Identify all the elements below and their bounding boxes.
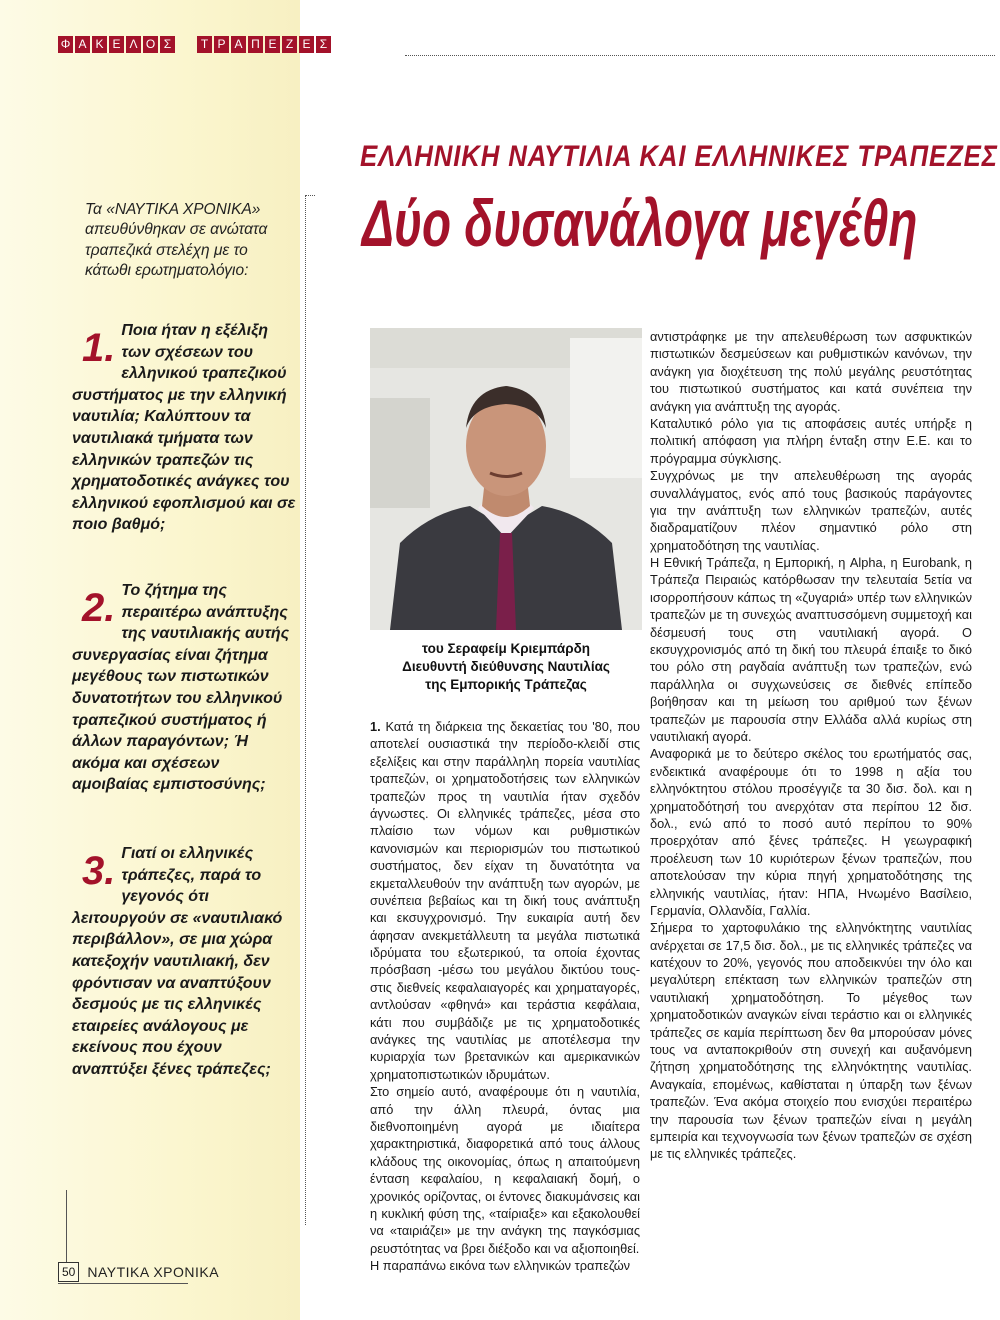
column-divider — [305, 195, 306, 1225]
tag-letter: Σ — [160, 36, 175, 53]
tag-letter: Σ — [316, 36, 331, 53]
tag-letter: Α — [75, 36, 90, 53]
caption-bank: της Εμπορικής Τράπεζας — [425, 677, 587, 693]
section-tags — [58, 36, 331, 53]
portrait-illustration — [370, 328, 642, 630]
tag-letter: Ρ — [214, 36, 229, 53]
tag-letter: Ε — [299, 36, 314, 53]
article-paragraph — [370, 718, 640, 1083]
sidebar-intro: Τα «ΝΑΥΤΙΚΑ ΧΡΟΝΙΚΑ» απευθύνθηκαν σε ανώτατα τραπεζικά στελέχη με το κάτωθι ερωτηματολόγιο: — [85, 201, 268, 280]
article-paragraph: Σήμερα το χαρτοφυλάκιο της ελληνόκτητης ναυτιλίας ανέρχεται σε 17,5 δισ. δολ., με τις ελληνικές τράπεζες να κατέχουν το 20%, γεγονός που αποδεικνύει την όλο και μεγαλύτερη επέκταση των ελληνικών τραπεζών στη ναυτιλιακή χρηματοδότηση. Το μέγεθος των χρηματοδοτικών αναγκών είναι τεράστιο και οι ελληνικές τράπεζες σε καμία περίπτωση δεν θα μπορούσαν μόνες τους να ανταποκριθούν στη συνεχή και αυξανόμενη ζήτηση χρηματοδότησης της ελληνόκτητης ναυτιλίας. Αναγκαία, επομένως, καθίσταται η ύπαρξη των ξένων τραπεζών. Ένα ακόμα στοιχείο που ενισχύει περαιτέρω την παρουσία των ξένων τραπεζών είναι η μεγάλη εμπειρία και τεχνογνωσία των ξένων τραπεζών σε σχέση με τις ελληνικές τράπεζες. — [650, 920, 972, 1162]
article-title: Δύο δυσανάλογα μεγέθη — [362, 186, 918, 260]
tag-letter: Τ — [197, 36, 212, 53]
question-number: 1. — [82, 326, 116, 370]
tag-letter: Κ — [92, 36, 107, 53]
footer-rule — [58, 1283, 188, 1284]
question-1 — [72, 320, 300, 536]
article-paragraph: αντιστράφηκε με την απελευθέρωση των ασφυκτικών πιστωτικών δεσμεύσεων και ρυθμιστικών κανόνων, την ανάγκη για διοχέτευση της πολύ μεγάλης ρευστότητας του πιστωτικού συστήματος και κατά συνέπεια την ανάγκη για ανάπτυξη της αγοράς. — [650, 329, 972, 414]
article-paragraph: Συγχρόνως με την απελευθέρωση της αγοράς συναλλάγματος, ενός από τους βασικούς παράγοντες για την ανάπτυξη των ελληνικών τραπεζών, αυτές διαδραματίζουν πλέον σημαντικό ρόλο στη χρηματοδότηση της ναυτιλίας. — [650, 468, 972, 553]
article-column-right — [650, 328, 972, 1163]
author-portrait — [370, 328, 642, 630]
answer-number: 1. — [370, 719, 381, 734]
question-text: Ποια ήταν η εξέλιξη των σχέσεων του ελληνικού τραπεζικού συστήματος με την ελληνική ναυτιλία; Καλύπτουν τα ναυτιλιακά τμήματα των ελληνικών τραπεζών τις χρηματοδοτικές ανάγκες του ελληνικού εφοπλισμού και σε ποιο βαθμό; — [72, 322, 296, 534]
caption-role: Διευθυντή διεύθυνσης Ναυτιλίας — [402, 659, 610, 675]
question-text: Γιατί οι ελληνικές τράπεζες, παρά το γεγονός ότι λειτουργούν σε «ναυτιλιακό περιβάλλον», σε μια χώρα κατεξοχήν ναυτιλιακή, δεν φρόντισαν να αναπτύξουν δεσμούς με τις ελληνικές εταιρείες ανάλογους με εκείνους που έχουν αναπτύξει ξένες τράπεζες; — [72, 845, 283, 1078]
tag-letter: Φ — [58, 36, 73, 53]
page-number: 50 — [58, 1262, 79, 1282]
article-column-left — [370, 718, 640, 1275]
publication-name: ΝΑΥΤΙΚΑ ΧΡΟΝΙΚΑ — [87, 1264, 220, 1280]
question-number: 3. — [82, 849, 116, 893]
tag-letter: Ζ — [282, 36, 297, 53]
article-kicker: ΕΛΛΗΝΙΚΗ ΝΑΥΤΙΛΙΑ ΚΑΙ ΕΛΛΗΝΙΚΕΣ ΤΡΑΠΕΖΕΣ — [360, 140, 998, 173]
question-number: 2. — [82, 586, 116, 630]
article-paragraph: Αναφορικά με το δεύτερο σκέλος του ερωτήματός σας, ενδεικτικά αναφέρουμε ότι το 1998 η αξία του ελληνόκτητου στόλου προσέγγιζε τα 30 δισ. δολ. και η χρηματοδότησή του ανερχόταν στα περίπου 12 δισ. δολ., ενώ από το ποσό αυτό περίπου το 90% προερχόταν από ξένες τράπεζες. Η γεωγραφική προέλευση των 10 κυριότερων ξένων τραπεζών, που αποτελούσαν την κύρια πηγή χρηματοδότησης της ελληνικής ναυτιλίας, ήταν: ΗΠΑ, Ηνωμένο Βασίλειο, Γερμανία, Ολλανδία, Γαλλία. — [650, 746, 972, 918]
tag-letter: Λ — [126, 36, 141, 53]
caption-author: του Σεραφείμ Κριεμπάρδη — [421, 641, 591, 656]
question-3 — [72, 843, 300, 1081]
tag-letter: Ο — [143, 36, 158, 53]
article-paragraph: Καταλυτικό ρόλο για τις αποφάσεις αυτές υπήρξε η πολιτική απόφαση για πλήρη ένταξη στην Ε.Ε. και το πρόγραμμα σύγκλισης. — [650, 415, 972, 466]
section-tag-folder — [58, 36, 175, 53]
tag-letter: Ε — [109, 36, 124, 53]
header-dotted-rule — [405, 55, 995, 56]
article-paragraph: Η παραπάνω εικόνα των ελληνικών τραπεζών — [370, 1258, 631, 1274]
article-paragraph: Η Εθνική Τράπεζα, η Εμπορική, η Alpha, η Eurobank, η Τράπεζα Πειραιώς κατόρθωσαν την τελευταία 5ετία να ισορροπήσουν κάπως τη «ζυγαριά» υπέρ των ελληνικών τραπεζών με τη συνεχώς αναπτυσσόμενη συμμετοχή και δέσμευσή τους στη ναυτιλιακή αγορά. Ο εκσυγχρονισμός από τη δική του πλευρά έπαιξε το δικό του ρόλο στη ραγδαία ανάπτυξη των τραπεζών, ενώ παράλληλα οι συγχωνεύσεις σε διεθνές επίπεδο βοήθησαν και τη μείωση του αριθμού των ξένων τραπεζών με παρουσία στην Ελλάδα αλλά κυρίως στη ναυτιλιακή αγορά. — [650, 555, 972, 744]
photo-caption — [370, 640, 642, 694]
tag-letter: Π — [248, 36, 263, 53]
article-paragraph: Στο σημείο αυτό, αναφέρουμε ότι η ναυτιλία, από την άλλη πλευρά, όντας μια διεθνοποιημένη αγορά με ιδιαίτερα χαρακτηριστικά, διαφορετικά από τους άλλους κλάδους της οικονομίας, όπως η απαιτούμενη ένταση κεφαλαίου, η κεφαλαιακή δομή, ο χρονικός ορίζοντας, οι έντονες διακυμάνσεις και η κυκλική φύση της, «ταίριαξε» και εξακολουθεί να «ταιριάζει» με την ανάγκη της παγκόσμιας ρευστότητας να βρει διέξοδο και να αξιοποιηθεί. — [370, 1084, 640, 1256]
page-footer — [58, 1262, 219, 1282]
tag-letter: Ε — [265, 36, 280, 53]
question-2 — [72, 580, 300, 796]
paragraph-text: Κατά τη διάρκεια της δεκαετίας του '80, που αποτελεί ουσιαστικά την περίοδο-κλειδί στις εξελίξεις και στην παράλληλη πορεία ναυτιλίας τραπεζών, οι χρηματοδοτήσεις των ελληνικών τραπεζών προς τη ναυτιλία ήταν σχεδόν άγνωστες. Οι ελληνικές τράπεζες, μέσα στο πλαίσιο των νόμων και ρυθμιστικών κανονισμών και περιορισμών του πιστωτικού συστήματος, δεν είχαν τη δυνατότητα να εκμεταλλευθούν την ανάπτυξη των αγορών, με συνέπεια βεβαίως και τη δική τους ανάπτυξη και εκσυγχρονισμό. Την ευκαιρία αυτή δεν άφησαν ανεκμετάλλευτη τα μεγάλα πιστωτικά ιδρύματα του εξωτερικού, τα οποία έχοντας πρόσβαση -μέσω του μεγάλου δικτύου τους- στις διεθνείς κεφαλαιαγορές και χρηματαγορές, αντλούσαν «φθηνά» και τεράστια κεφάλαια, κάτι που συμβάδιζε με τις χρηματοδοτικές ανάγκες της ναυτιλίας με αποτέλεσμα την κυριαρχία των βρετανικών και αμερικανικών χρηματοπιστωτικών ιδρυμάτων. — [370, 719, 641, 1082]
question-text: Το ζήτημα της περαιτέρω ανάπτυξης της ναυτιλιακής αυτής συνεργασίας είναι ζήτημα μεγέθους των πιστωτικών δυνατοτήτων του ελληνικού τραπεζικού συστήματος ή άλλων παραγόντων; Ή ακόμα και σχέσεων αμοιβαίας εμπιστοσύνης; — [72, 582, 290, 794]
section-tag-banks — [197, 36, 331, 53]
tag-letter: Α — [231, 36, 246, 53]
title-rule-stub — [305, 195, 315, 196]
